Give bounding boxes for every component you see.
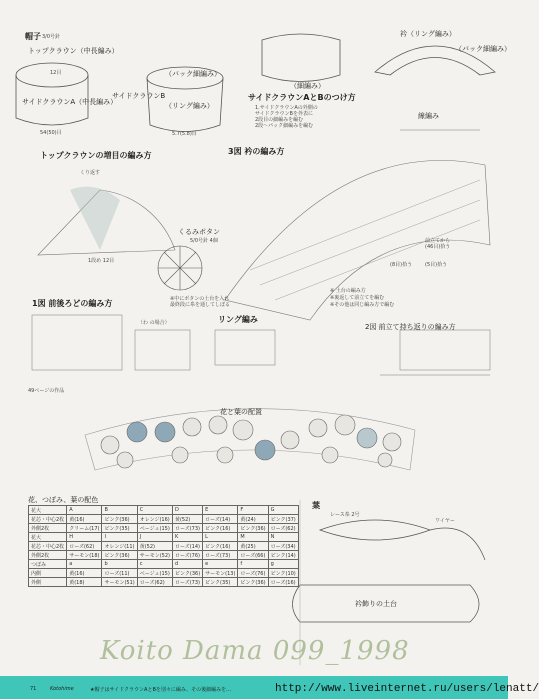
table-cell: ローズ(62) xyxy=(67,542,102,551)
base-label: 衿飾りの土台 xyxy=(355,600,397,608)
table-cell: ローズ(62) xyxy=(137,578,172,587)
top-crown-rounds-title: トップクラウンの増目の編み方 xyxy=(40,151,152,160)
table-cell: G xyxy=(268,506,298,515)
side-crown-a-label: サイドクラウンA（中長編み） xyxy=(22,98,118,106)
table-cell: ピンク(37) xyxy=(268,515,298,524)
table-cell: 花芯・中心2枚 xyxy=(29,542,67,551)
table-cell: ローズ(11) xyxy=(102,569,137,578)
table-cell: J xyxy=(137,533,172,542)
fig1-title: 1図 前後ろどの編み方 xyxy=(32,299,113,308)
table-row xyxy=(29,578,299,587)
table-cell: ローズ(73) xyxy=(203,551,238,560)
table-cell: 外側2枚 xyxy=(29,524,67,533)
table-cell: ピンク(36) xyxy=(102,515,137,524)
collar-label-1: 前立てから xyxy=(425,238,451,244)
attach-step-3: 2段目の細編みを編む xyxy=(255,117,304,123)
table-cell: ローズ(66) xyxy=(238,551,268,560)
table-cell: a xyxy=(67,560,102,569)
dim-54: 54(50)目 xyxy=(40,130,62,136)
table-cell: C xyxy=(137,506,172,515)
collar-back: （バック細編み） xyxy=(455,45,511,53)
table-cell: 花大 xyxy=(29,506,67,515)
table-cell: 内側 xyxy=(29,569,67,578)
table-cell: ピンク(35) xyxy=(203,578,238,587)
table-cell: ローズ(76) xyxy=(238,569,268,578)
table-row xyxy=(29,533,299,542)
side-crown-b-label: サイドクラウンB xyxy=(112,92,166,100)
collar-method-title: 3図 衿の編み方 xyxy=(228,147,285,156)
attach-step-1: 1.サイドクラウンAの外側の xyxy=(255,105,318,111)
table-cell: 黄(18) xyxy=(67,578,102,587)
edge-grid xyxy=(135,330,190,370)
leaf-diagram xyxy=(320,520,430,540)
table-cell: b xyxy=(102,560,137,569)
ring-pattern-label: リング編み xyxy=(218,315,258,324)
table-cell: ベージュ(15) xyxy=(137,569,172,578)
table-cell: 花大 xyxy=(29,533,67,542)
table-cell: ローズ(14) xyxy=(203,515,238,524)
table-cell: E xyxy=(203,506,238,515)
flower-layout-title: 花と葉の配置 xyxy=(220,408,262,416)
table-cell: 黄(52) xyxy=(172,515,202,524)
table-cell: サーモン(51) xyxy=(102,578,137,587)
table-cell: I xyxy=(102,533,137,542)
hat-title: 帽子 xyxy=(25,32,41,41)
table-cell: e xyxy=(203,560,238,569)
start-label: 1段め 12目 xyxy=(88,258,115,264)
watermark: Koito Dama 099_1998 xyxy=(100,636,410,666)
hat-title-note: 3/0号針 xyxy=(42,34,61,40)
table-cell: サーモン(52) xyxy=(137,551,172,560)
table-cell: ピンク(36) xyxy=(238,524,268,533)
dim-57: 5.7(5.8)目 xyxy=(172,131,197,137)
collar-label-2: (46目)拾う xyxy=(425,244,451,250)
table-cell: ローズ(34) xyxy=(268,542,298,551)
dim-12: 12目 xyxy=(50,70,62,76)
hat-attach-shape xyxy=(262,34,340,82)
table-cell: f xyxy=(238,560,268,569)
table-cell: 黄(16) xyxy=(67,515,102,524)
table-cell: 黄(24) xyxy=(238,515,268,524)
table-cell: 花芯・中心2枚 xyxy=(29,515,67,524)
table-cell: B xyxy=(102,506,137,515)
table-cell: ベージュ(15) xyxy=(137,524,172,533)
table-cell: ピンク(35) xyxy=(102,524,137,533)
table-cell: 外側 xyxy=(29,578,67,587)
table-cell: ローズ(14) xyxy=(172,542,202,551)
leaf-title: 葉 xyxy=(312,501,320,510)
table-row xyxy=(29,551,299,560)
table-cell: M xyxy=(238,533,268,542)
collar-note-1: ※ 土台の編み方 xyxy=(330,288,366,294)
button-title: くるみボタン xyxy=(178,228,220,236)
table-cell: 黄(52) xyxy=(137,542,172,551)
attach-step-4: 2段～パック細編みを編む xyxy=(255,123,314,129)
collar-note-3: ※その他は同じ編み方で編む xyxy=(330,302,395,308)
table-row xyxy=(29,569,299,578)
table-cell: オレンジ(16) xyxy=(137,515,172,524)
table-cell: ローズ(73) xyxy=(172,524,202,533)
fig1-grid xyxy=(32,315,122,370)
table-cell: ローズ(62) xyxy=(268,524,298,533)
table-cell: c xyxy=(137,560,172,569)
top-crown-label: トップクラウン（中長編み） xyxy=(28,47,119,55)
collar-title: 衿（リング編み） xyxy=(400,30,456,38)
table-row xyxy=(29,524,299,533)
kurikaeshi: くり返す xyxy=(80,170,101,176)
table-cell: N xyxy=(268,533,298,542)
table-row xyxy=(29,542,299,551)
brand: Kotohime xyxy=(50,686,74,692)
ring-label: （リング編み） xyxy=(165,102,214,110)
collar-label-4: (5目)拾う xyxy=(425,262,448,268)
table-cell: ピンク(36) xyxy=(172,569,202,578)
table-cell: ピンク(36) xyxy=(238,578,268,587)
table-cell: H xyxy=(67,533,102,542)
collar-pattern: 線編み xyxy=(418,112,439,120)
collar-label-3: (8目)拾う xyxy=(390,262,413,268)
ref-page: 49ページの作品 xyxy=(28,388,65,394)
table-cell: 黄(25) xyxy=(238,542,268,551)
edge-label: （わ の場合） xyxy=(138,320,170,326)
button-diagram xyxy=(158,246,202,290)
table-cell: K xyxy=(172,533,202,542)
table-cell: つぼみ xyxy=(29,560,67,569)
fig2-grid xyxy=(400,330,490,370)
table-cell: ピンク(14) xyxy=(268,551,298,560)
table-row xyxy=(29,506,299,515)
table-cell: ローズ(73) xyxy=(172,578,202,587)
flowers xyxy=(101,415,401,468)
table-cell: 黄(16) xyxy=(67,569,102,578)
table-cell: ピンク(10) xyxy=(268,569,298,578)
table-cell: クリーム(17) xyxy=(67,524,102,533)
table-cell: ピンク(36) xyxy=(102,551,137,560)
attach-note: （細編み） xyxy=(290,82,325,90)
table-cell: g xyxy=(268,560,298,569)
table-cell: ローズ(76) xyxy=(172,551,202,560)
color-table-title: 花、つぼみ、葉の配色 xyxy=(28,496,99,504)
table-cell: サーモン(18) xyxy=(67,551,102,560)
ring-grid xyxy=(215,330,275,365)
table-cell: ピンク(16) xyxy=(203,542,238,551)
button-note-1: ※中にボタンの土台を入れ xyxy=(170,296,230,302)
table-cell: L xyxy=(203,533,238,542)
fig2-title: 2図 前立て持ち返りの編み方 xyxy=(365,323,456,331)
back-loop-label: （バック細編み） xyxy=(165,70,221,78)
table-cell: D xyxy=(172,506,202,515)
color-table xyxy=(28,505,299,587)
table-cell: d xyxy=(172,560,202,569)
table-cell: ローズ(16) xyxy=(268,578,298,587)
button-note-2: 最終段に糸を通してしぼる xyxy=(170,302,231,308)
attach-title: サイドクラウンAとBのつけ方 xyxy=(248,93,356,102)
collar-note-2: ※裏返して前立てを編む xyxy=(330,295,385,301)
attach-step-2: サイドクラウンBを外表に xyxy=(255,111,313,117)
source-url[interactable]: http://www.liveinternet.ru/users/lenatt/ xyxy=(275,683,539,695)
leaf-wire: ワイヤー xyxy=(435,518,455,524)
table-cell: ピンク(16) xyxy=(203,524,238,533)
page-number: 71 xyxy=(30,686,37,692)
table-cell: オレンジ(11) xyxy=(102,542,137,551)
leaf-note: レース糸 2号 xyxy=(330,512,360,518)
table-row xyxy=(29,515,299,524)
table-cell: F xyxy=(238,506,268,515)
footer-note: ★帽子はサイドクラウンAとBを別々に編み、その後細編みを… xyxy=(90,687,232,693)
table-cell: 外側2枚 xyxy=(29,551,67,560)
table-cell: A xyxy=(67,506,102,515)
table-row xyxy=(29,560,299,569)
button-sub: 5/0号針 4個 xyxy=(190,238,218,244)
table-cell: サーモン(13) xyxy=(203,569,238,578)
